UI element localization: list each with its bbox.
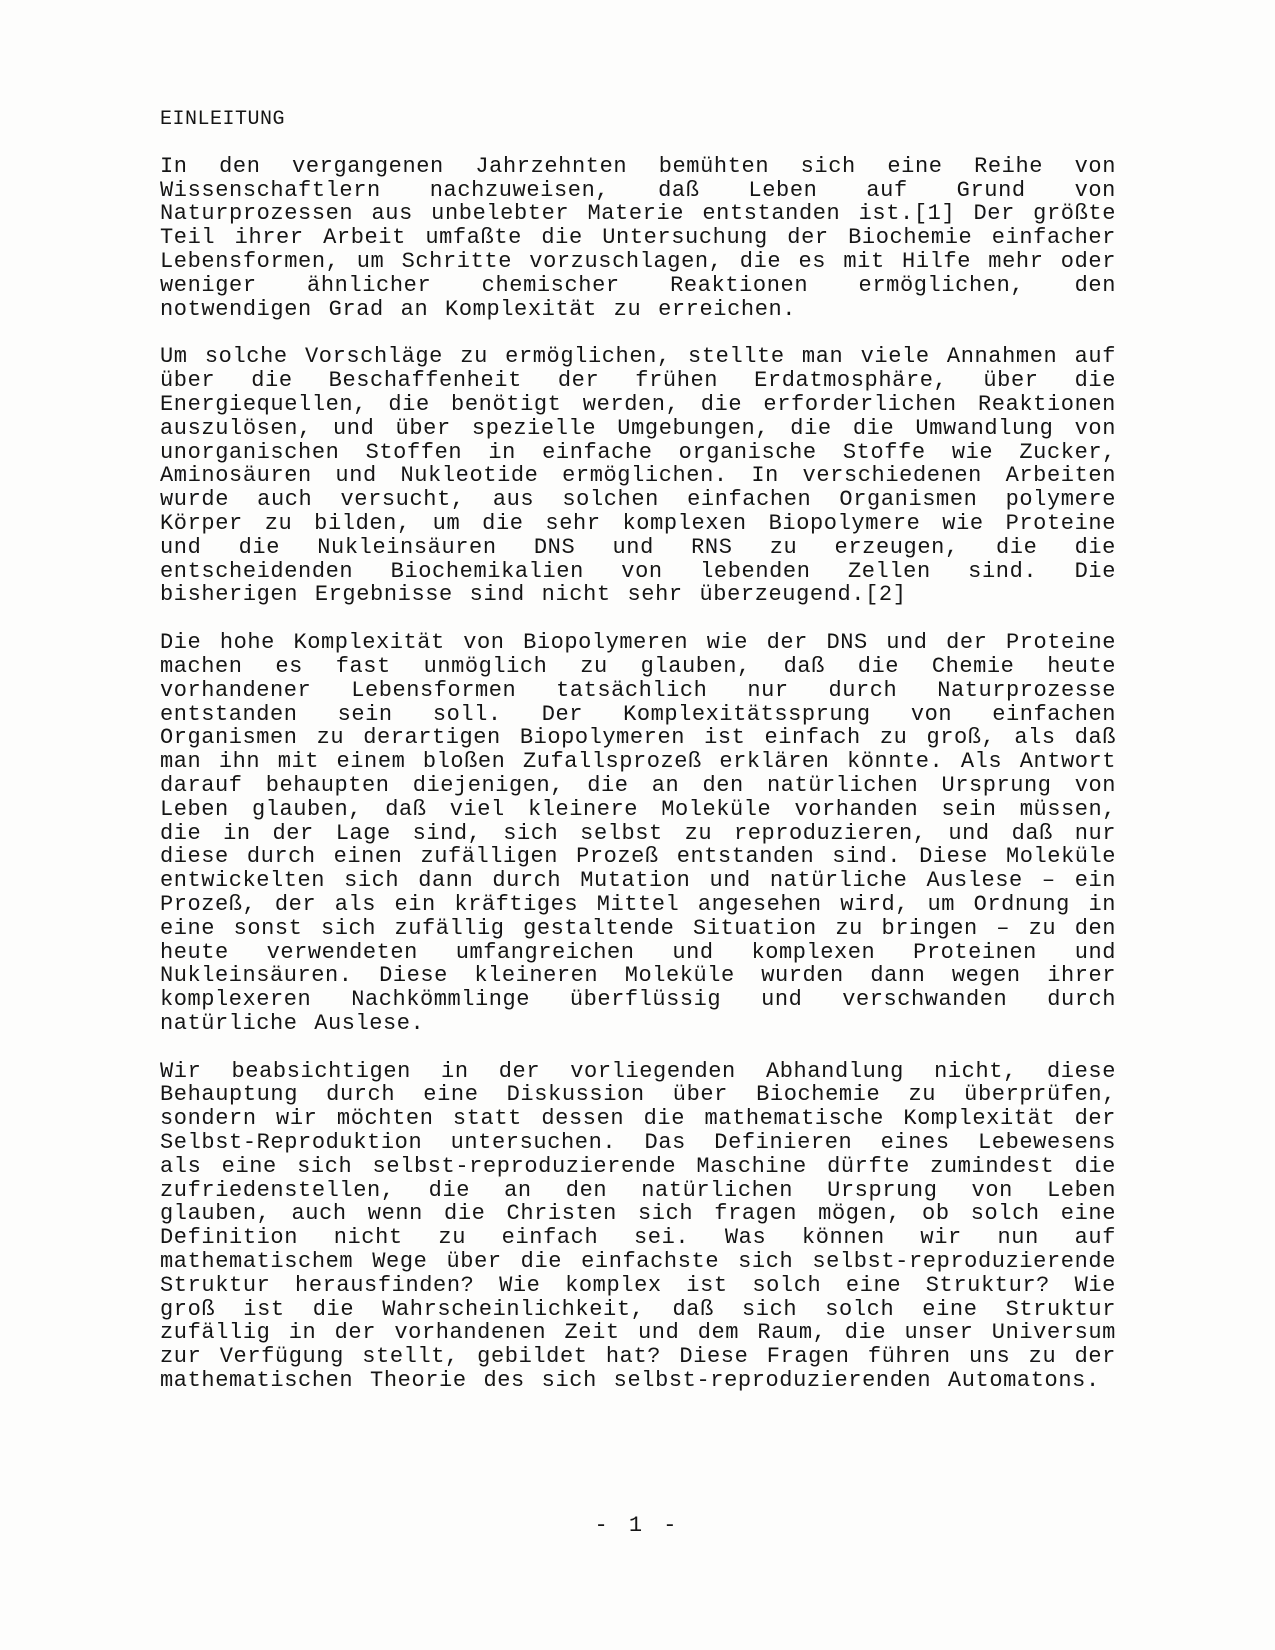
page-number: - 1 - [594,1513,681,1538]
paragraph-2: Um solche Vorschläge zu ermöglichen, stellte man viele Annahmen auf über die Beschaffenheit der frühen Erdatmosphäre, über die Energiequellen, die benötigt werden, die erforderlichen Reaktionen auszulösen, und über spezielle Umgebungen, die die Umwandlung von unorganischen Stoffen in einfache organische Stoffe wie Zucker, Aminosäuren und Nukleotide ermöglichen. In verschiedenen Arbeiten wurde auch versucht, aus solchen einfachen Organismen polymere Körper zu bilden, um die sehr komplexen Biopolymere wie Proteine und die Nukleinsäuren DNS und RNS zu erzeugen, die die entscheidenden Biochemikalien von lebenden Zellen sind. Die bisherigen Ergebnisse sind nicht sehr überzeugend.[2] [160,344,1116,608]
paragraph-1: In den vergangenen Jahrzehnten bemühten sich eine Reihe von Wissenschaftlern nachzuweisen, daß Leben auf Grund von Naturprozessen aus unbelebter Materie entstanden ist.[1] Der größte Teil ihrer Arbeit umfaßte die Untersuchung der Biochemie einfacher Lebensformen, um Schritte vorzuschlagen, die es mit Hilfe mehr oder weniger ähnlicher chemischer Reaktionen ermöglichen, den notwendigen Grad an Komplexität zu erreichen. [160,153,1116,322]
section-heading: EINLEITUNG [160,108,286,131]
paragraph-3: Die hohe Komplexität von Biopolymeren wie der DNS und der Proteine machen es fast unmöglich zu glauben, daß die Chemie heute vorhandener Lebensformen tatsächlich nur durch Naturprozesse entstanden sein soll. Der Komplexitätssprung von einfachen Organismen zu derartigen Biopolymeren ist einfach zu groß, als daß man ihn mit einem bloßen Zufallsprozeß erklären könnte. Als Antwort darauf behaupten diejenigen, die an den natürlichen Ursprung von Leben glauben, daß viel kleinere Moleküle vorhanden sein müssen, die in der Lage sind, sich selbst zu reproduzieren, und daß nur diese durch einen zufälligen Prozeß entstanden sind. Diese Moleküle entwickelten sich dann durch Mutation und natürliche Auslese – ein Prozeß, der als ein kräftiges Mittel angesehen wird, um Ordnung in eine sonst sich zufällig gestaltende Situation zu bringen – zu den heute verwendeten umfangreichen und komplexen Proteinen und Nukleinsäuren. Diese kleineren Moleküle wurden dann wegen ihrer komplexeren Nachkömmlinge überflüssig und verschwanden durch natürliche Auslese. [160,630,1116,1036]
document-body [160,108,1116,1417]
paragraph-4: Wir beabsichtigen in der vorliegenden Abhandlung nicht, diese Behauptung durch eine Diskussion über Biochemie zu überprüfen, sondern wir möchten statt dessen die mathematische Komplexität der Selbst-Reproduktion untersuchen. Das Definieren eines Lebewesens als eine sich selbst-reproduzierende Maschine dürfte zumindest die zufriedenstellen, die an den natürlichen Ursprung von Leben glauben, auch wenn die Christen sich fragen mögen, ob solch eine Definition nicht zu einfach sei. Was können wir nun auf mathematischem Wege über die einfachste sich selbst-reproduzierende Struktur herausfinden? Wie komplex ist solch eine Struktur? Wie groß ist die Wahrscheinlichkeit, daß sich solch eine Struktur zufällig in der vorhandenen Zeit und dem Raum, die unser Universum zur Verfügung stellt, gebildet hat? Diese Fragen führen uns zu der mathematischen Theorie des sich selbst-reproduzierenden Automatons. [160,1058,1116,1394]
